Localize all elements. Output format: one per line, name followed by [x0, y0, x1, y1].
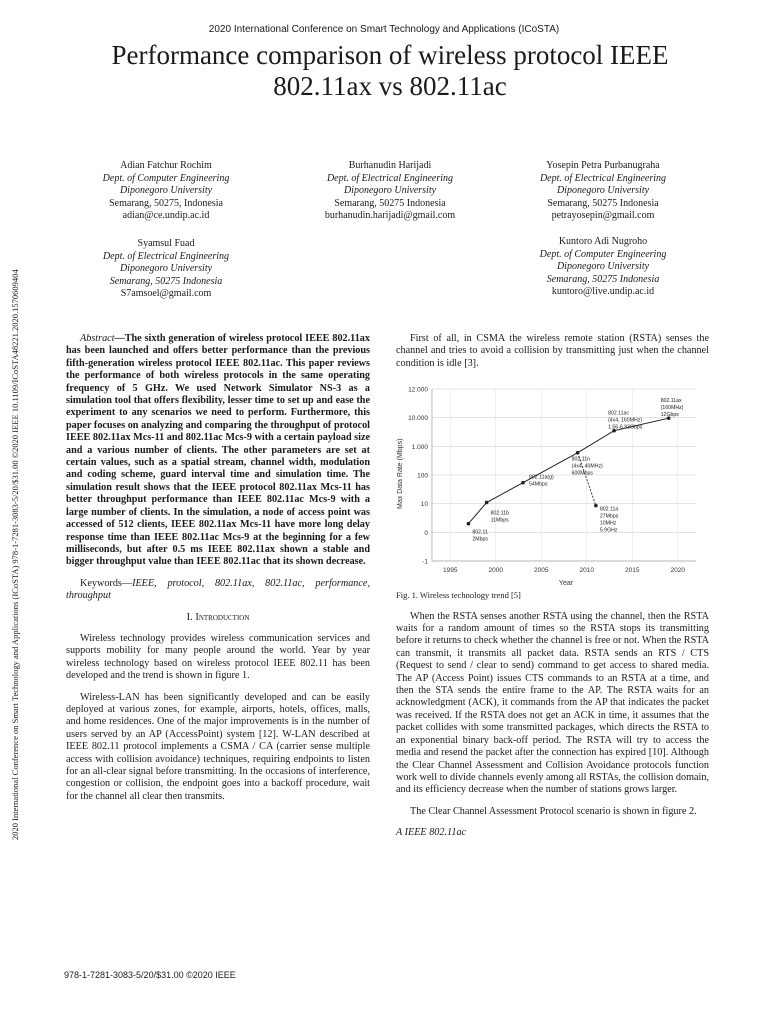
- author-block: [503, 160, 703, 223]
- abstract-label: Abstract: [80, 333, 115, 344]
- data-label: (160MHz): [660, 405, 684, 412]
- author-univ: Diponegoro University: [556, 261, 650, 272]
- right-column: [396, 333, 709, 849]
- author-address: Semarang, 50275 Indonesia: [546, 273, 660, 285]
- author-univ: Diponegoro University: [343, 185, 437, 196]
- author-address: Semarang, 50275 Indonesia: [334, 197, 446, 209]
- paragraph: First of all, in CSMA the wireless remote station (RSTA) senses the channel and tries to avoid a collision by transmitting just when the channel condition is idle [3].: [396, 333, 709, 369]
- y-tick-label: 12.000: [408, 386, 428, 394]
- y-tick-label: 0: [424, 530, 428, 538]
- data-label: 2Mbps: [472, 536, 488, 543]
- y-tick-label: 1.000: [411, 444, 428, 452]
- title-line-2: 802.11ax vs 802.11ac: [273, 71, 507, 101]
- author-dept: Dept. of Electrical Engineering: [326, 172, 454, 184]
- subsection-heading: A IEEE 802.11ac: [396, 827, 467, 839]
- author-name: Burhanudin Harijadi: [348, 160, 432, 171]
- y-tick-label: 10: [420, 501, 428, 509]
- author-email[interactable]: burhanudin.harijadi@gmail.com: [324, 210, 456, 221]
- paragraph: The Clear Channel Assessment Protocol scenario is shown in figure 2.: [410, 805, 697, 817]
- author-dept: Dept. of Computer Engineering: [102, 172, 230, 184]
- data-point: [485, 501, 489, 505]
- author-block: [290, 160, 490, 223]
- paragraph: Wireless technology provides wireless communication services and supports mobility for many people around the world. Year by year wireless technology based on wireless protocol IEEE 802.11 has been developed and the trend is shown in figure 1.: [66, 632, 370, 682]
- paper-title: [40, 40, 740, 102]
- author-univ: Diponegoro University: [119, 185, 213, 196]
- section-heading: I. Introduction: [186, 611, 250, 623]
- author-dept: Dept. of Electrical Engineering: [102, 250, 230, 262]
- data-label: 802.11a(g): [529, 474, 554, 481]
- author-address: Semarang, 50275 Indonesia: [109, 275, 223, 287]
- data-label: (4x4, 160MHz): [608, 417, 643, 424]
- data-label: 600Mbps: [571, 470, 593, 477]
- author-block: [503, 236, 703, 299]
- y-tick-label: 10.000: [408, 415, 428, 423]
- author-univ: Diponegoro University: [119, 263, 213, 274]
- data-point: [467, 522, 471, 526]
- data-label: (4x4, 40MHz): [571, 463, 603, 470]
- data-label: 54Mbps: [529, 481, 548, 488]
- wireless-trend-chart: [396, 379, 709, 589]
- author-name: Adian Fatchur Rochim: [120, 160, 212, 171]
- page-footer: 978-1-7281-3083-5/20/$31.00 ©2020 IEEE: [64, 970, 236, 980]
- author-block: [66, 238, 266, 301]
- data-label: 27Mbps: [599, 513, 619, 520]
- author-email[interactable]: S7amsoel@gmail.com: [120, 288, 212, 299]
- author-address: Semarang, 50275 Indonesia: [547, 197, 659, 209]
- left-column: [66, 333, 370, 812]
- author-email[interactable]: adian@ce.undip.ac.id: [122, 210, 210, 221]
- y-axis-label: Max Data Rate (Mbps): [397, 438, 404, 510]
- author-name: Yosepin Petra Purbanugraha: [546, 160, 660, 171]
- data-point: [576, 451, 580, 455]
- author-address: Semarang, 50275, Indonesia: [109, 197, 223, 209]
- keywords: [66, 578, 370, 603]
- x-axis-label: Year: [558, 580, 574, 588]
- abstract: [66, 333, 370, 569]
- data-label: 802.11: [472, 529, 488, 536]
- data-label: 802.11ac: [608, 410, 630, 417]
- side-doi-note: 2020 International Conference on Smart Technology and Applications (ICoSTA) 978-1-7281-3083-5/20/$31.00 ©2020 IEEE 10.1109/ICoSTA48221.2020.1570609404: [10, 269, 20, 840]
- x-tick-label: 2015: [625, 567, 640, 575]
- data-label: 10MHz: [599, 520, 617, 527]
- title-line-1: Performance comparison of wireless protocol IEEE: [111, 40, 669, 70]
- author-block: [66, 160, 266, 223]
- author-name: Kuntoro Adi Nugroho: [558, 236, 648, 247]
- data-label: 1.56-6.93Gbps: [608, 424, 643, 431]
- data-point: [594, 504, 598, 508]
- author-email[interactable]: petrayosepin@gmail.com: [551, 210, 655, 221]
- author-email[interactable]: kuntoro@live.undip.ac.id: [551, 286, 655, 297]
- author-univ: Diponegoro University: [556, 185, 650, 196]
- x-tick-label: 2010: [579, 567, 594, 575]
- x-tick-label: 1995: [442, 567, 458, 575]
- conference-header: 2020 International Conference on Smart Technology and Applications (ICoSTA): [208, 24, 560, 35]
- paragraph: When the RSTA senses another RSTA using the channel, then the RSTA waits for a random amount of times so the RSTA stops its transmitting before it returns to check whether the channel is free or not. When the RSTA can transmit, it transmits all packet data. RSTA sends an RTS / CTS (Request to send / clear to send) command to get access to shared media. The AP (Access Point) issues CTS commands to an RSTA at a time, and then the STA sends the entire frame to the AP. The RSTA waits for an acknowledgment (ACK), it commands from the AP that indicates the packet was received. If the RSTA does not get an ACK in time, it assumes that the packet collides with some transmitted packages, which directs the RSTA to an exponential binary back-off period. The RSTA will try to access the media and resend the packet after the connection has expired [10]. Although the Clear Channel Assessment and Collision Avoidance protocols function work well to divide channels evenly among all RSTAs, the collision domain, and its efficiency decrease when the number of stations grows larger.: [396, 610, 709, 796]
- keywords-label: Keywords—: [80, 577, 133, 589]
- data-label: 11Mbps: [490, 517, 509, 524]
- x-tick-label: 2020: [670, 567, 686, 575]
- data-label: 802.11a: [599, 506, 619, 513]
- data-label: 802.11n: [571, 456, 591, 463]
- figure-caption: Fig. 1. Wireless technology trend [5]: [396, 590, 521, 601]
- author-dept: Dept. of Electrical Engineering: [539, 172, 667, 184]
- y-tick-label: -1: [422, 558, 428, 566]
- keywords-text: IEEE, protocol, 802.11ax, 802.11ac, performance, throughput: [66, 577, 370, 602]
- author-dept: Dept. of Computer Engineering: [539, 248, 667, 260]
- x-tick-label: 2005: [534, 567, 549, 575]
- paragraph: Wireless-LAN has been significantly developed and can be easily deployed at various zones, for example, airports, hotels, offices, malls, and home residences. One of the major improvements is in the number of users served by an AP (AccessPoint) system [12]. W-LAN described at IEEE 802.11 protocol implements a CSMA / CA (carrier sense multiple access with collision avoidance) techniques, requiring endpoints to listen for an all-clear signal before transmitting. In the occasions of interference, congestion or collision, the endpoint goes into a backoff procedure, wait for the channel all clear then transmits.: [66, 691, 370, 802]
- y-tick-label: 100: [417, 472, 428, 480]
- data-label: 802.11ax: [660, 398, 682, 405]
- x-tick-label: 2000: [488, 567, 503, 575]
- data-point: [521, 481, 525, 485]
- data-label: 5.9GHz: [599, 527, 618, 534]
- data-label: 12Gbps: [660, 412, 679, 419]
- data-label: 802.11b: [490, 510, 509, 517]
- abstract-text: —The sixth generation of wireless protocol IEEE 802.11ax has been launched and offers better performance than the previous fifth-generation wireless protocol IEEE 802.11ac. This paper reviews the performance of both wireless protocols in the same operating frequency of 5 GHz. We used Network Simulator NS-3 as a simulation tool that offers flexibility, lesser time to set up and ease the experiment to any scenarios we need to perform. Furthermore, this paper focuses on analyzing and comparing the throughput of protocol IEEE 802.11ax Mcs-11 and 802.11ac Mcs-9 with a certain payload size and a various number of clients. The other parameters are set at certain values, such as a spatial stream, channel width, modulation and coding scheme, guard interval time and simulation time. The simulation result shows that the IEEE protocol 802.11ax Mcs-11 has better throughput performance than IEEE 802.11ac Mcs-9 with a large number of clients. In the simulation, a node of access point was accessed of 512 clients, IEEE 802.11ax Mcs-11 have more long delay response time than IEEE 802.11ac Mcs-9 at the beginning for a few milliseconds, but after 0.5 ms IEEE 802.11ax shown a stable and bigger throughput value than IEEE 802.11ac that its shown decrease.: [66, 333, 370, 568]
- author-name: Syamsul Fuad: [137, 238, 195, 249]
